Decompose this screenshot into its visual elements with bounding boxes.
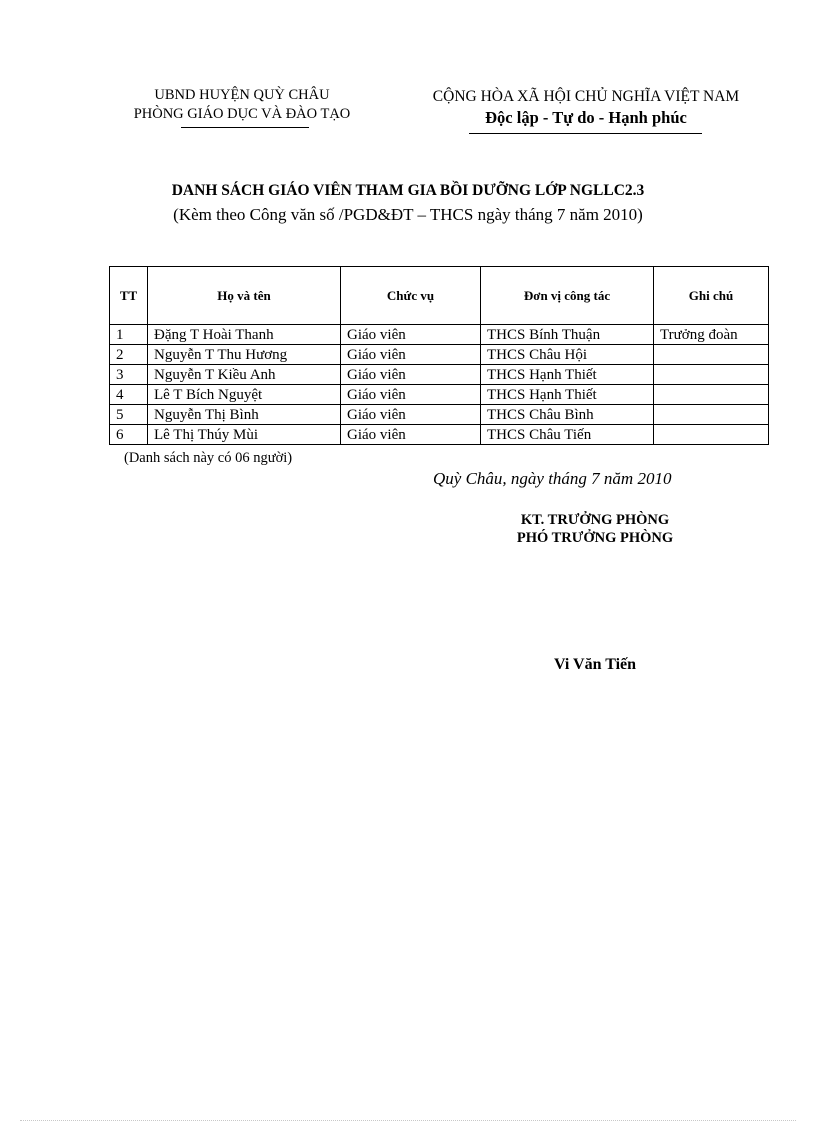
cell-name: Đặng T Hoài Thanh: [148, 325, 341, 345]
table-header-row: [110, 267, 769, 325]
cell-notes: [654, 385, 769, 405]
table-row: [110, 325, 769, 345]
cell-notes: [654, 405, 769, 425]
cell-position: Giáo viên: [341, 405, 481, 425]
cell-index: 1: [110, 325, 148, 345]
column-header-position: Chức vụ: [341, 267, 481, 325]
cell-position: Giáo viên: [341, 345, 481, 365]
cell-notes: Trưởng đoàn: [654, 325, 769, 345]
column-header-notes: Ghi chú: [654, 267, 769, 325]
cell-name: Nguyễn T Kiều Anh: [148, 365, 341, 385]
cell-index: 4: [110, 385, 148, 405]
signer-name: Vi Văn Tiến: [553, 656, 637, 673]
document-subtitle: (Kèm theo Công văn số /PGD&ĐT – THCS ngày tháng 7 năm 2010): [173, 205, 643, 224]
cell-notes: [654, 365, 769, 385]
list-count-note: (Danh sách này có 06 người): [124, 450, 293, 466]
cell-workplace: THCS Châu Bình: [481, 405, 654, 425]
signature-title-line-1: KT. TRƯỞNG PHÒNG: [520, 512, 670, 528]
cell-index: 2: [110, 345, 148, 365]
signature-title: [470, 511, 720, 547]
table-row: [110, 425, 769, 445]
table-row: [110, 385, 769, 405]
teacher-list-table: [109, 266, 769, 445]
cell-workplace: THCS Hạnh Thiết: [481, 365, 654, 385]
national-header: [400, 86, 772, 128]
cell-workplace: THCS Châu Tiến: [481, 425, 654, 445]
cell-index: 6: [110, 425, 148, 445]
table-row: [110, 365, 769, 385]
document-title: DANH SÁCH GIÁO VIÊN THAM GIA BỒI DƯỠNG LỚP NGLLC2.3: [171, 182, 645, 199]
table-row: [110, 345, 769, 365]
cell-position: Giáo viên: [341, 365, 481, 385]
national-motto: Độc lập - Tự do - Hạnh phúc: [485, 108, 687, 127]
column-header-index: TT: [110, 267, 148, 325]
cell-position: Giáo viên: [341, 425, 481, 445]
cell-name: Nguyễn Thị Bình: [148, 405, 341, 425]
issuing-agency: [100, 86, 384, 124]
place-and-date: Quỳ Châu, ngày tháng 7 năm 2010: [433, 469, 672, 488]
agency-underline: [181, 127, 309, 128]
cell-position: Giáo viên: [341, 385, 481, 405]
page-bottom-divider: [20, 1120, 796, 1121]
column-header-workplace: Đơn vị công tác: [481, 267, 654, 325]
motto-underline: [469, 133, 702, 134]
country-name: CỘNG HÒA XÃ HỘI CHỦ NGHĨA VIỆT NAM: [432, 88, 740, 105]
cell-workplace: THCS Bính Thuận: [481, 325, 654, 345]
cell-notes: [654, 425, 769, 445]
agency-line-2: PHÒNG GIÁO DỤC VÀ ĐÀO TẠO: [133, 106, 351, 122]
table-row: [110, 405, 769, 425]
cell-index: 5: [110, 405, 148, 425]
cell-notes: [654, 345, 769, 365]
cell-index: 3: [110, 365, 148, 385]
cell-name: Lê T Bích Nguyệt: [148, 385, 341, 405]
cell-name: Nguyễn T Thu Hương: [148, 345, 341, 365]
cell-workplace: THCS Hạnh Thiết: [481, 385, 654, 405]
column-header-name: Họ và tên: [148, 267, 341, 325]
cell-workplace: THCS Châu Hội: [481, 345, 654, 365]
signature-title-line-2: PHÓ TRƯỞNG PHÒNG: [516, 530, 674, 546]
cell-name: Lê Thị Thúy Mùi: [148, 425, 341, 445]
cell-position: Giáo viên: [341, 325, 481, 345]
agency-line-1: UBND HUYỆN QUỲ CHÂU: [154, 87, 330, 103]
